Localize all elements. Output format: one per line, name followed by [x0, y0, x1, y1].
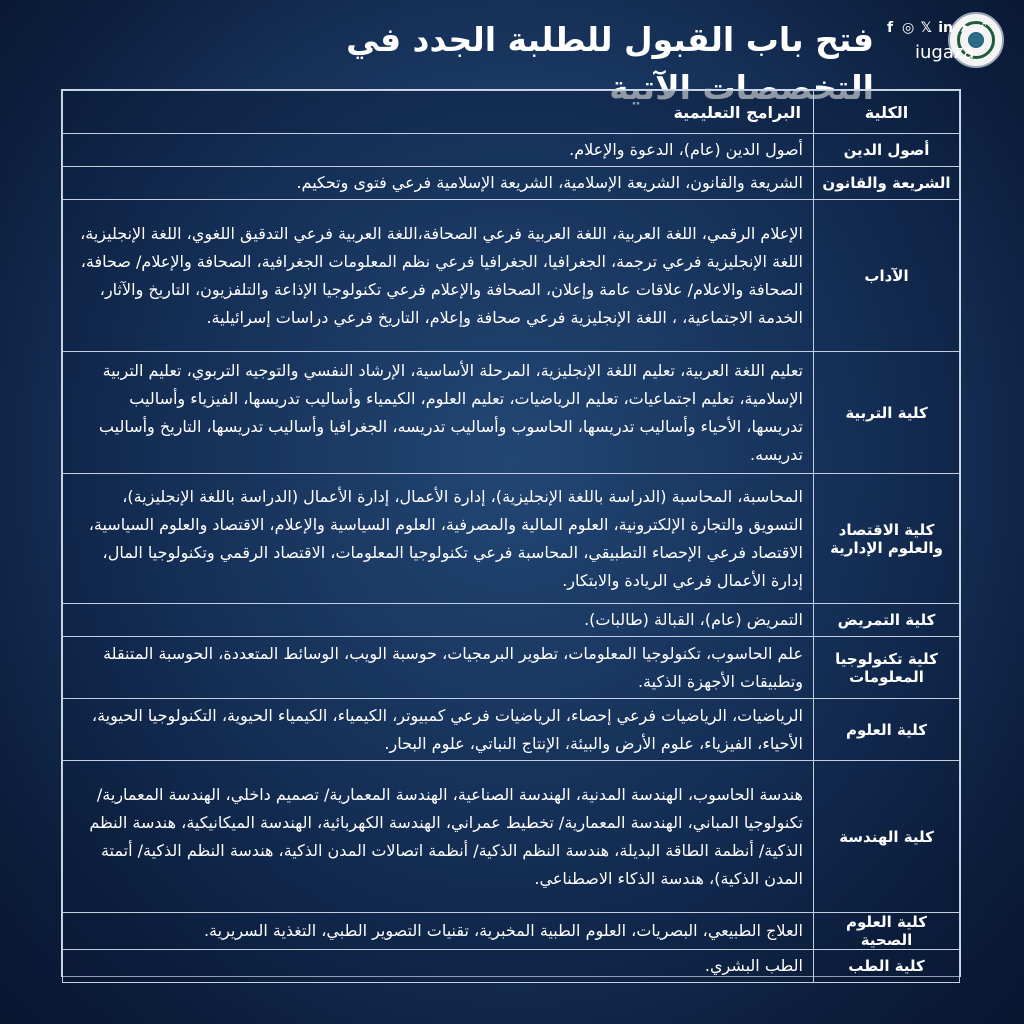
- instagram-icon[interactable]: ◎: [902, 20, 915, 36]
- programs-cell: تعليم اللغة العربية، تعليم اللغة الإنجليزية، المرحلة الأساسية، الإرشاد النفسي والتوجيه التربوي، تعليم التربية الإسلامية، تعليم اجتماعيات، تعليم الرياضيات، تعليم العلوم، الكيمياء وأساليب تدريسها، الفيزياء وأساليب تدريسها، الأحياء وأساليب تدريسها، الحاسوب وأساليب تدريسه، الجغرافيا وأساليب تدريسها، التاريخ وأساليب تدريسه.: [63, 352, 814, 474]
- faculty-cell: كلية العلوم الصحية: [814, 913, 960, 950]
- programs-cell: الرياضيات، الرياضيات فرعي إحصاء، الرياضيات فرعي كمبيوتر، الكيمياء، الكيمياء الحيوية، التكنولوجيا الحيوية، الأحياء، الفيزياء، علوم الأرض والبيئة، الإنتاج النباتي، علوم البحار.: [63, 699, 814, 761]
- faculty-cell: الشريعة والقانون: [814, 167, 960, 200]
- table-row: [63, 134, 960, 167]
- programs-cell: العلاج الطبيعي، البصريات، العلوم الطبية المخبرية، تقنيات التصوير الطبي، التغذية السريرية.: [63, 913, 814, 950]
- faculty-cell: كلية الاقتصاد والعلوم الإدارية: [814, 474, 960, 604]
- facebook-icon[interactable]: f: [886, 20, 894, 36]
- social-links: [884, 20, 989, 36]
- table-row: [63, 913, 960, 950]
- table-row: [63, 200, 960, 352]
- programs-cell: أصول الدين (عام)، الدعوة والإعلام.: [63, 134, 814, 167]
- tiktok-icon[interactable]: ♪: [978, 20, 988, 36]
- table-row: [63, 474, 960, 604]
- x-icon[interactable]: 𝕏: [920, 20, 932, 36]
- faculty-cell: كلية التمريض: [814, 604, 960, 637]
- header-programs: البرامج التعليمية: [63, 91, 814, 134]
- linkedin-icon[interactable]: in: [938, 20, 953, 36]
- header-faculty: الكلية: [814, 91, 960, 134]
- faculty-cell: كلية الهندسة: [814, 761, 960, 913]
- table-row: [63, 604, 960, 637]
- faculty-cell: كلية تكنولوجيا المعلومات: [814, 637, 960, 699]
- table-row: [63, 637, 960, 699]
- header: [0, 0, 1024, 107]
- programs-cell: التمريض (عام)، القبالة (طالبات).: [63, 604, 814, 637]
- table-row: [63, 699, 960, 761]
- programs-cell: علم الحاسوب، تكنولوجيا المعلومات، تطوير البرمجيات، حوسبة الويب، الوسائط المتعددة، الحوسبة المتنقلة وتطبيقات الأجهزة الذكية.: [63, 637, 814, 699]
- table-row: [63, 352, 960, 474]
- programs-table: [62, 90, 960, 983]
- page-title: فتح باب القبول للطلبة الجدد في التخصصات الآتية: [346, 20, 874, 107]
- programs-cell: المحاسبة، المحاسبة (الدراسة باللغة الإنجليزية)، إدارة الأعمال، إدارة الأعمال (الدراسة باللغة الإنجليزية)، التسويق والتجارة الإلكترونية، العلوم المالية والمصرفية، العلوم السياسية والإعلام، الاقتصاد والعلوم السياسية، الاقتصاد فرعي الإحصاء التطبيقي، المحاسبة فرعي تكنولوجيا المعلومات، الاقتصاد الرقمي وتكنولوجيا المال، إدارة الأعمال فرعي الريادة والابتكار.: [63, 474, 814, 604]
- table-row: [63, 761, 960, 913]
- faculty-cell: كلية العلوم: [814, 699, 960, 761]
- table-header-row: [63, 91, 960, 134]
- programs-cell: الإعلام الرقمي، اللغة العربية، اللغة العربية فرعي الصحافة،اللغة العربية فرعي التدقيق اللغوي، اللغة الإنجليزية، اللغة الإنجليزية فرعي ترجمة، الجغرافيا، الجغرافيا فرعي نظم المعلومات الجغرافية، الصحافة والإعلام/ صحافة، الصحافة والاعلام/ علاقات عامة وإعلان، الصحافة والإعلام فرعي تكنولوجيا الإذاعة والتلفزيون، التاريخ والآثار، الخدمة الاجتماعية، ، اللغة الإنجليزية فرعي صحافة وإعلام، التاريخ فرعي دراسات إسرائيلية.: [63, 200, 814, 352]
- programs-table-container: [61, 89, 961, 977]
- social-handle: iugaza: [915, 42, 975, 63]
- table-row: [63, 167, 960, 200]
- faculty-cell: كلية الطب: [814, 950, 960, 983]
- faculty-cell: الآداب: [814, 200, 960, 352]
- faculty-cell: كلية التربية: [814, 352, 960, 474]
- programs-cell: الطب البشري.: [63, 950, 814, 983]
- programs-cell: الشريعة والقانون، الشريعة الإسلامية، الشريعة الإسلامية فرعي فتوى وتحكيم.: [63, 167, 814, 200]
- faculty-cell: أصول الدين: [814, 134, 960, 167]
- table-row: [63, 950, 960, 983]
- programs-cell: هندسة الحاسوب، الهندسة المدنية، الهندسة الصناعية، الهندسة المعمارية/ تصميم داخلي، الهندسة المعمارية/ تكنولوجيا المباني، الهندسة المعمارية/ تخطيط عمراني، الهندسة الكهربائية، الهندسة الميكانيكية، هندسة النظم الذكية/ أنظمة الطاقة البديلة، هندسة النظم الذكية/ أنظمة اتصالات المدن الذكية، هندسة النظم الذكية/ أتمتة المدن الذكية)، هندسة الذكاء الاصطناعي.: [63, 761, 814, 913]
- telegram-icon[interactable]: ➤: [959, 20, 971, 36]
